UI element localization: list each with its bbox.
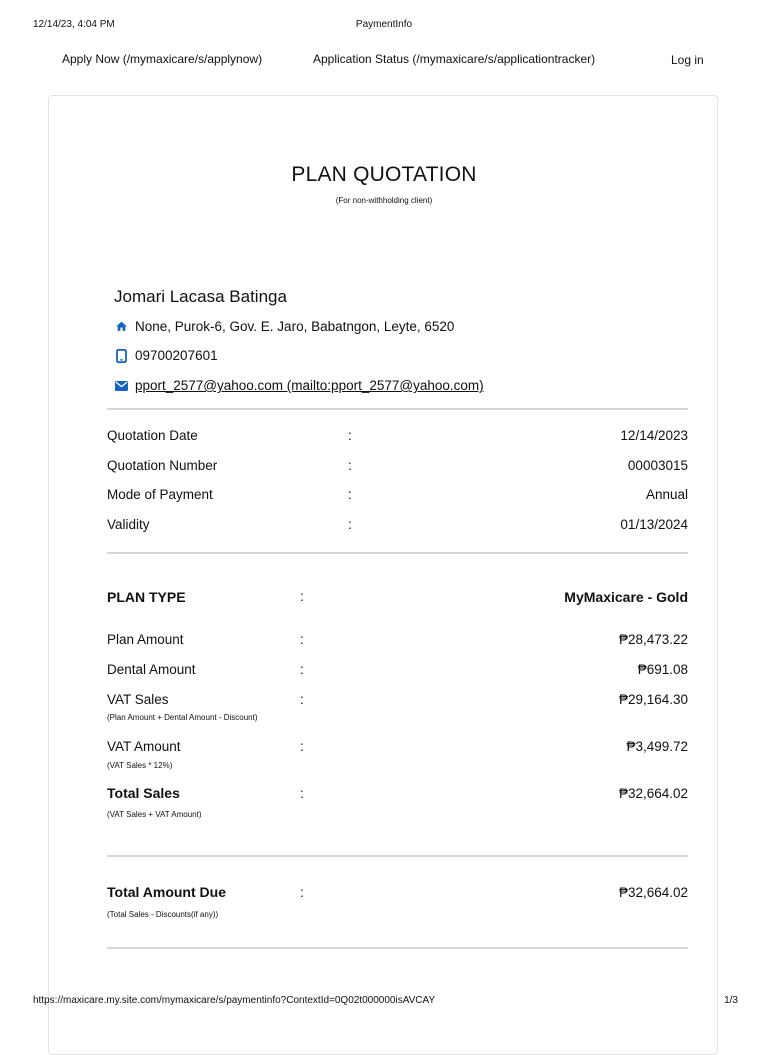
- dental-amount-value: ₱691.08: [637, 662, 688, 677]
- quotation-number-value: 00003015: [627, 458, 688, 473]
- total-amount-due-label: Total Amount Due: [107, 884, 226, 900]
- quotation-subtitle: (For non-withholding client): [335, 196, 433, 205]
- vat-sales-value: ₱29,164.30: [618, 692, 688, 707]
- plan-type-label: PLAN TYPE: [107, 589, 186, 605]
- dental-amount-colon: :: [300, 662, 304, 677]
- client-address: None, Purok-6, Gov. E. Jaro, Babatngon, Leyte, 6520: [135, 319, 455, 334]
- quotation-number-label: Quotation Number: [107, 458, 218, 473]
- total-sales-colon: :: [300, 786, 304, 801]
- validity-colon: :: [348, 517, 352, 532]
- nav-apply-now: [62, 52, 262, 66]
- client-phone: 09700207601: [135, 348, 218, 363]
- validity-value: 01/13/2024: [620, 517, 688, 532]
- print-page-number: 1/3: [724, 995, 738, 1006]
- plan-amount-colon: :: [300, 632, 304, 647]
- divider: [107, 408, 688, 410]
- mode-of-payment-colon: :: [348, 487, 352, 502]
- client-email-row: [114, 378, 484, 393]
- mobile-phone-icon: [114, 349, 128, 363]
- plan-amount-value: ₱28,473.22: [618, 632, 688, 647]
- vat-amount-value: ₱3,499.72: [626, 739, 688, 754]
- total-amount-due-colon: :: [300, 885, 304, 900]
- dental-amount-label: Dental Amount: [107, 662, 196, 677]
- quotation-title: PLAN QUOTATION: [291, 163, 477, 186]
- print-datetime: 12/14/23, 4:04 PM: [33, 19, 115, 30]
- nav-application-status: [313, 52, 595, 66]
- home-icon: [114, 320, 128, 334]
- client-name: Jomari Lacasa Batinga: [114, 287, 287, 306]
- total-sales-note: (VAT Sales + VAT Amount): [107, 810, 202, 819]
- apply-now-link[interactable]: Apply Now (/mymaxicare/s/applynow): [62, 52, 263, 66]
- vat-amount-note: (VAT Sales * 12%): [107, 761, 173, 770]
- vat-sales-label: VAT Sales: [107, 692, 169, 707]
- total-amount-due-note: (Total Sales - Discounts(if any)): [107, 910, 219, 919]
- login-link[interactable]: Log in: [671, 53, 704, 67]
- divider: [107, 947, 688, 949]
- print-page-title: PaymentInfo: [355, 19, 413, 30]
- vat-amount-label: VAT Amount: [107, 739, 181, 754]
- plan-type-value: MyMaxicare - Gold: [564, 589, 688, 605]
- total-sales-label: Total Sales: [107, 785, 180, 801]
- quotation-date-label: Quotation Date: [107, 428, 198, 443]
- quotation-number-colon: :: [348, 458, 352, 473]
- client-address-row: [114, 319, 454, 334]
- plan-type-colon: :: [300, 589, 304, 604]
- plan-amount-label: Plan Amount: [107, 632, 184, 647]
- total-sales-value: ₱32,664.02: [618, 786, 688, 801]
- application-status-link[interactable]: Application Status (/mymaxicare/s/applicationtracker): [313, 52, 596, 66]
- nav-login: [671, 53, 704, 67]
- vat-sales-colon: :: [300, 692, 304, 707]
- total-amount-due-value: ₱32,664.02: [618, 885, 688, 900]
- divider: [107, 855, 688, 857]
- validity-label: Validity: [107, 517, 150, 532]
- print-footer-url: https://maxicare.my.site.com/mymaxicare/s/paymentinfo?ContextId=0Q02t000000isAVCAY: [33, 995, 436, 1006]
- mode-of-payment-label: Mode of Payment: [107, 487, 213, 502]
- client-phone-row: [114, 348, 218, 363]
- quotation-date-value: 12/14/2023: [620, 428, 688, 443]
- divider: [107, 552, 688, 554]
- mode-of-payment-value: Annual: [645, 487, 688, 502]
- client-email-link[interactable]: pport_2577@yahoo.com (mailto:pport_2577@yahoo.com): [135, 378, 484, 393]
- vat-sales-note: (Plan Amount + Dental Amount - Discount): [107, 713, 258, 722]
- vat-amount-colon: :: [300, 739, 304, 754]
- quotation-date-colon: :: [348, 428, 352, 443]
- envelope-icon: [114, 379, 128, 393]
